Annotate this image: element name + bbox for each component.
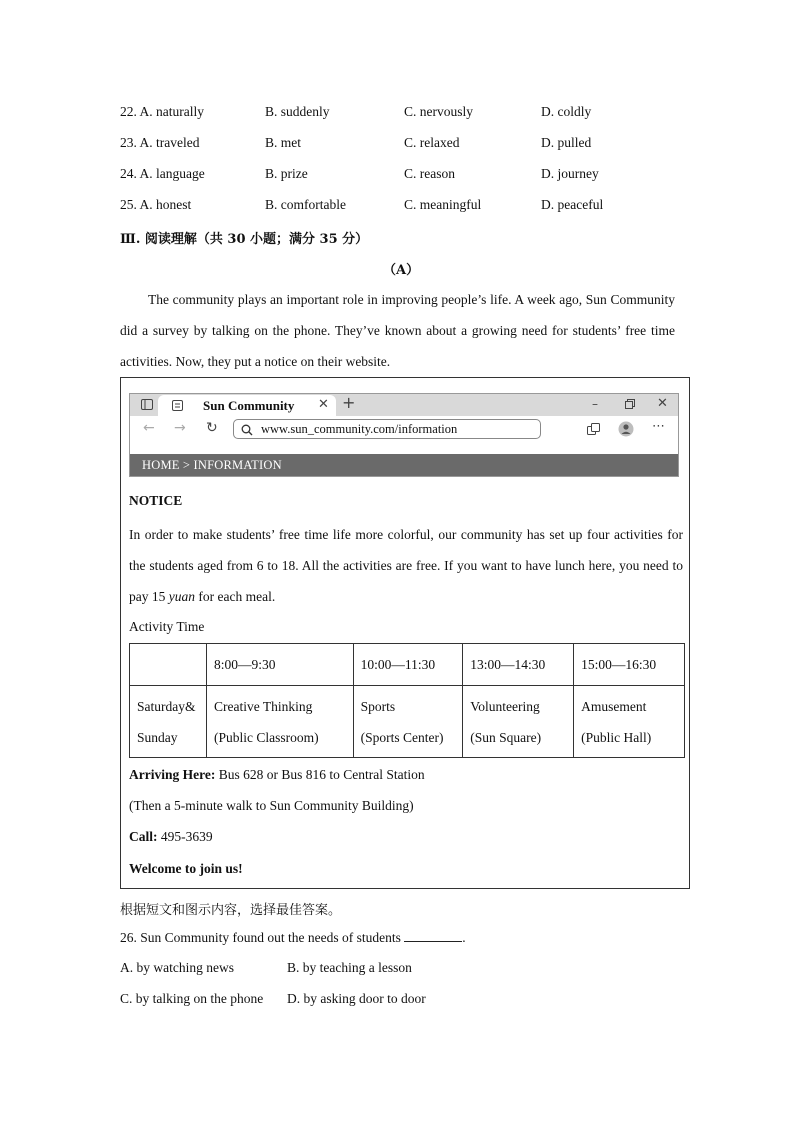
option-a: 23. A. traveled (120, 135, 200, 150)
new-tab-icon[interactable]: + (342, 393, 356, 412)
answer-blank (404, 929, 462, 942)
breadcrumb (130, 454, 678, 476)
collections-icon[interactable] (587, 423, 600, 438)
option-d: D. journey (541, 166, 599, 181)
breadcrumb-text[interactable]: HOME > INFORMATION (142, 458, 282, 472)
option-c: C. reason (404, 166, 455, 181)
activity-place: (Public Classroom) (213, 729, 319, 745)
question-22-options (120, 104, 720, 124)
activity-cell (353, 686, 463, 758)
question-24-options (120, 166, 720, 186)
table-corner-cell (130, 644, 207, 686)
arriving-text: Bus 628 or Bus 816 to Central Station (215, 767, 425, 782)
time-cell: 8:00—9:30 (206, 644, 353, 686)
call-info (129, 829, 213, 845)
question-23-options (120, 135, 720, 155)
option-b: B. prize (265, 166, 308, 181)
sidebar-icon[interactable] (141, 399, 153, 412)
call-label: Call: (129, 829, 158, 844)
activity-cell (206, 686, 353, 758)
activity-cell (463, 686, 574, 758)
arriving-info (129, 767, 425, 783)
welcome-text: Welcome to join us! (129, 861, 243, 876)
time-cell: 13:00—14:30 (463, 644, 574, 686)
activity-name: Sports (360, 698, 396, 714)
forward-icon[interactable]: → (174, 420, 186, 436)
option-d: D. peaceful (541, 197, 604, 212)
tab-title: Sun Community (203, 398, 295, 413)
url-text: www.sun_community.com/information (261, 422, 458, 436)
time-cell: 15:00—16:30 (574, 644, 685, 686)
option-d: D. coldly (541, 104, 592, 119)
tab-sun-community[interactable] (158, 395, 336, 416)
activity-place: (Public Hall) (581, 729, 652, 745)
option-d: D. pulled (541, 135, 592, 150)
activity-cell (574, 686, 685, 758)
day-line-2: Sunday (137, 729, 178, 745)
q26-stem-end: . (462, 930, 466, 945)
section-title: Ⅲ. 阅读理解（共 30 小题；满分 35 分） (120, 232, 369, 247)
arriving-line-2: (Then a 5-minute walk to Sun Community Building) (129, 798, 414, 813)
page-icon (172, 400, 183, 413)
currency-word: yuan (168, 589, 195, 604)
notice-body (129, 519, 683, 612)
instruction-text: 根据短文和图示内容，选择最佳答案。 (120, 903, 342, 918)
close-window-icon[interactable]: ✕ (657, 396, 668, 411)
profile-avatar-icon[interactable] (618, 421, 634, 439)
back-icon[interactable]: ← (143, 420, 155, 436)
activity-name: Volunteering (470, 698, 540, 714)
call-number: 495-3639 (157, 829, 213, 844)
arriving-label: Arriving Here: (129, 767, 216, 782)
option-c: C. meaningful (404, 197, 482, 212)
schedule-table (129, 643, 685, 758)
table-row (130, 686, 685, 758)
day-line-1: Saturday& (137, 698, 196, 714)
activity-name: Creative Thinking (213, 698, 313, 714)
day-cell (130, 686, 207, 758)
option-a: 25. A. honest (120, 197, 192, 212)
reload-icon[interactable]: ↻ (206, 420, 218, 436)
notice-heading: NOTICE (129, 493, 183, 508)
table-row (130, 644, 685, 686)
q26-option-d: D. by asking door to door (287, 991, 426, 1006)
notice-body-end: for each meal. (195, 589, 276, 604)
option-c: C. nervously (404, 104, 473, 119)
passage-label: （A） (383, 263, 420, 278)
activity-time-label: Activity Time (129, 619, 205, 634)
minimize-icon[interactable]: – (592, 397, 598, 411)
option-c: C. relaxed (404, 135, 460, 150)
search-icon (241, 424, 253, 438)
question-25-options (120, 197, 720, 217)
activity-place: (Sun Square) (470, 729, 542, 745)
option-b: B. met (265, 135, 301, 150)
activity-name: Amusement (581, 698, 647, 714)
time-cell: 10:00—11:30 (353, 644, 463, 686)
question-26-stem (120, 929, 466, 946)
tab-bar (130, 394, 678, 416)
close-tab-icon[interactable]: ✕ (318, 397, 329, 412)
address-bar (130, 416, 678, 454)
url-input[interactable] (233, 419, 541, 439)
q26-stem-text: 26. Sun Community found out the needs of students (120, 930, 405, 945)
restore-icon[interactable] (625, 399, 635, 411)
q26-option-a: A. by watching news (120, 960, 234, 975)
q26-option-b: B. by teaching a lesson (287, 960, 412, 975)
activity-place: (Sports Center) (360, 729, 444, 745)
intro-paragraph: The community plays an important role in improving people’s life. A week ago, Sun Community did a survey by talking on the phone. They’ve known about a growing need for students’ free time activities. Now, they put a notice on their website. (120, 292, 675, 369)
notice-body-text: In order to make students’ free time life more colorful, our community has set up four activities for the students aged from 6 to 18. All the activities are free. If you want to have lunch here, you need to pay 15 (129, 527, 683, 604)
browser-window (129, 393, 679, 477)
option-a: 24. A. language (120, 166, 205, 181)
more-options-icon[interactable]: ⋯ (652, 419, 665, 434)
q26-option-c: C. by talking on the phone (120, 991, 264, 1006)
option-b: B. suddenly (265, 104, 330, 119)
option-a: 22. A. naturally (120, 104, 204, 119)
option-b: B. comfortable (265, 197, 346, 212)
